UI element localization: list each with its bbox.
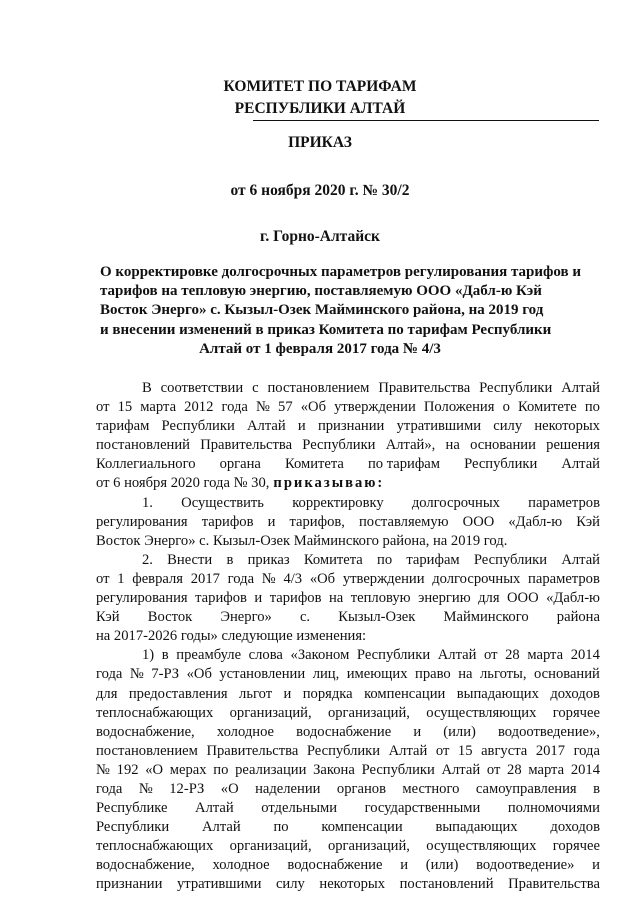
body-word: Алтай», (385, 437, 436, 454)
body-word: 2017 (190, 570, 220, 587)
body-word: тарифов (201, 513, 254, 530)
body-word: 192 (116, 761, 139, 778)
org-name-line-2: РЕСПУБЛИКИ АЛТАЙ (234, 100, 406, 117)
body-word: Кэй (576, 513, 600, 530)
body-word: марта (527, 647, 564, 664)
body-word: Алтай (195, 800, 234, 817)
body-word: 1 (117, 570, 125, 587)
body-word: 2014 (570, 761, 600, 778)
body-word: и (297, 418, 306, 435)
body-word: признании (96, 876, 163, 893)
body-word: Правительства (200, 437, 293, 454)
document-title (100, 263, 582, 359)
body-word: «Об (309, 570, 336, 587)
body-word: «О (220, 780, 239, 797)
title-line: Восток Энерго» с. Кызыл-Озек Майминского района, на 2019 год (100, 302, 544, 319)
body-word: порядка (302, 685, 353, 702)
body-word: 57 (278, 399, 293, 416)
body-word: года (96, 780, 123, 797)
body-line (96, 837, 600, 856)
body-word: и (267, 513, 276, 530)
body-word: ООО (462, 513, 495, 530)
title-line: и внесении изменений в приказ Комитета по тарифам Республики (100, 321, 552, 338)
body-word: № (129, 666, 144, 683)
body-line (96, 551, 600, 570)
body-word: от (484, 647, 498, 664)
title-line: Алтай от 1 февраля 2017 года № 4/3 (199, 340, 441, 357)
body-word: доходов (550, 685, 600, 702)
body-word: с (252, 380, 259, 396)
body-word: тарифов, (289, 513, 345, 530)
body-word: Правительства (206, 742, 299, 759)
body-word: Республики (96, 819, 170, 836)
body-word: Алтай (561, 380, 600, 396)
body-word: Энерго» (220, 609, 272, 626)
body-word: льготы, (480, 666, 527, 683)
body-word: оснований (534, 666, 600, 683)
body-word: горячее (552, 704, 600, 721)
body-word: выпадающих (435, 819, 518, 836)
body-word: Алтай (202, 819, 241, 836)
body-word: Восток Энерго» с. Кызыл-Озек Майминского района, на 2019 год. (96, 532, 508, 549)
body-word: организаций, (327, 838, 410, 855)
body-word: (или) (443, 723, 476, 740)
body-line (96, 513, 600, 532)
body-word: Положения (423, 399, 495, 416)
body-word: и (400, 857, 409, 874)
body-line (96, 799, 600, 818)
body-line (96, 627, 600, 646)
body-word: органа (219, 456, 261, 473)
body-word: выпадающих (456, 685, 539, 702)
body-word: Республики (356, 647, 431, 664)
body-word: «Дабл-ю (546, 590, 600, 607)
body-word: года (573, 742, 600, 759)
body-word: от (96, 399, 110, 416)
body-line (96, 761, 600, 780)
org-name-line-1: КОМИТЕТ ПО ТАРИФАМ (223, 78, 417, 95)
body-word: регулирования (96, 590, 188, 607)
document-city: г. Горно-Алтайск (260, 228, 380, 245)
body-word: для (96, 685, 118, 702)
body-word: от (435, 742, 450, 759)
body-word: постановлений (399, 876, 494, 893)
body-line (96, 379, 600, 398)
body-line (96, 646, 600, 665)
body-word: о (502, 399, 510, 416)
title-line: О корректировке долгосрочных параметров регулирования тарифов и (100, 264, 582, 280)
body-word: Кызыл-Озек (338, 609, 416, 626)
body-word: долгосрочных (432, 570, 521, 587)
body-word: года (96, 666, 123, 683)
body-line (96, 856, 600, 875)
body-word: Алтай (247, 418, 286, 435)
body-word: утверждении (342, 570, 425, 587)
body-word: постановлением (96, 742, 198, 759)
body-word: преамбуле (176, 647, 242, 664)
body-word: наделении (255, 780, 321, 797)
body-word: утратившими (176, 876, 262, 893)
body-line (96, 608, 600, 627)
body-word: 1) (142, 647, 155, 664)
body-word: Алтай (561, 456, 600, 473)
body-line (96, 474, 600, 493)
body-word: Комитета (303, 551, 363, 568)
body-word: Правительства (508, 876, 600, 893)
body-word: Коллегиального (96, 456, 196, 473)
body-word: регулирования (96, 513, 188, 530)
body-word: государственными (364, 800, 481, 817)
body-word: льгот (239, 685, 273, 702)
body-word: 4/3 (283, 570, 303, 587)
body-word: ООО (507, 590, 539, 607)
body-word: февраля (132, 570, 183, 587)
body-word: параметров (528, 494, 600, 511)
body-word: на (445, 437, 460, 454)
header-rule (253, 120, 599, 121)
body-word: № (138, 780, 153, 797)
body-word: 1. (142, 494, 153, 511)
body-word: слова (248, 647, 283, 664)
body-word: долгосрочных (411, 494, 500, 511)
body-line (96, 494, 600, 513)
body-word: года (221, 399, 248, 416)
body-line (96, 436, 600, 455)
document-body (96, 379, 600, 895)
body-line (96, 417, 600, 436)
body-word: марта (528, 761, 565, 778)
body-word: и (592, 857, 600, 874)
body-word: Комитета (284, 456, 344, 473)
body-word: Комитете (517, 399, 577, 416)
body-word: 2014 (570, 647, 600, 664)
body-line (96, 704, 600, 723)
body-word: тарифов (195, 590, 247, 607)
body-word: № (261, 570, 276, 587)
body-word: утратившими (396, 418, 482, 435)
body-word: тарифам (406, 551, 460, 568)
body-word: водоснабжение (287, 857, 383, 874)
body-word: в (226, 551, 234, 568)
body-word: водоотведение», (498, 723, 600, 740)
body-word: теплоснабжающих (96, 704, 214, 721)
body-word: установлении (219, 666, 306, 683)
body-word: района (556, 609, 600, 626)
body-line (96, 532, 600, 551)
body-word: № (255, 399, 270, 416)
body-word: некоторых (534, 418, 600, 435)
body-word: местного (402, 780, 460, 797)
body-word: Республики (306, 742, 381, 759)
body-word: Алтай (441, 761, 481, 778)
body-word: соответствии (160, 380, 244, 396)
body-word: 2017 (535, 742, 565, 759)
body-word: основании (470, 437, 536, 454)
body-word: Республики (479, 380, 553, 396)
body-word: корректировку (292, 494, 384, 511)
body-word: водоснабжение, (96, 857, 195, 874)
body-word: от (96, 570, 110, 587)
body-word: Закона (313, 761, 355, 778)
body-word: Майминского (443, 609, 529, 626)
body-word: компенсации (321, 819, 403, 836)
body-word: отдельными (261, 800, 338, 817)
body-line (96, 589, 600, 608)
body-word: силу (275, 876, 305, 893)
body-word: предоставления (128, 685, 228, 702)
body-word: В (142, 380, 152, 396)
body-word: 2012 (184, 399, 214, 416)
body-word: Алтай (388, 742, 428, 759)
body-word: компенсации (364, 685, 446, 702)
body-word: Республики (464, 456, 538, 473)
body-line (96, 742, 600, 761)
body-word: осуществляющих (426, 838, 537, 855)
body-word: органов (336, 780, 386, 797)
body-line (96, 875, 600, 894)
body-word: № (96, 761, 110, 778)
body-word: августа (481, 742, 528, 759)
title-line: тарифов на тепловую энергию, поставляемую ООО «Дабл-ю Кэй (100, 283, 542, 300)
body-word: по (584, 399, 600, 416)
body-word: водоснабжение, (96, 723, 195, 740)
body-word: 2. (142, 551, 153, 568)
body-word: от 6 ноября 2020 года № 30, (96, 475, 270, 492)
body-word: водоснабжение (296, 723, 392, 740)
body-word: «Законом (290, 647, 350, 664)
body-word: (или) (425, 857, 459, 874)
document-date-number: от 6 ноября 2020 г. № 30/2 (230, 182, 410, 199)
body-word: года (227, 570, 255, 587)
body-word: доходов (550, 819, 600, 836)
body-word: в (161, 647, 169, 664)
body-word: Алтай (561, 551, 600, 568)
body-word: Республике (96, 800, 168, 817)
body-line (96, 723, 600, 742)
body-word: 12-РЗ (169, 780, 205, 797)
body-word: Республики (473, 551, 548, 568)
body-word: мерах (169, 761, 207, 778)
body-word: и (413, 723, 422, 740)
body-line (96, 665, 600, 684)
body-word: в (593, 780, 600, 797)
body-word: марта (140, 399, 177, 416)
body-word: холодное (212, 857, 270, 874)
body-word: по (213, 761, 229, 778)
body-line (96, 398, 600, 417)
body-word: Республики (161, 418, 235, 435)
body-word: по (273, 819, 289, 836)
body-word: поставляемую (358, 513, 449, 530)
body-word: по (377, 551, 393, 568)
body-word: «О (145, 761, 164, 778)
body-word: 15 (117, 399, 133, 416)
body-word: параметров (528, 570, 600, 587)
body-word: Внести (167, 551, 213, 568)
body-word: полномочиями (507, 800, 600, 817)
body-word: Кэй (96, 609, 120, 626)
body-word: постановлением (267, 380, 370, 396)
body-word: тепловую (350, 590, 411, 607)
body-word: Алтай (437, 647, 477, 664)
body-word: организаций, (327, 704, 410, 721)
body-word: на 2017-2026 годы» следующие изменения: (96, 628, 367, 645)
body-word: решения (546, 437, 600, 454)
body-word: Правительства (378, 380, 471, 396)
body-word: имеющих (346, 666, 408, 683)
body-word: «Об (300, 399, 326, 416)
body-word: и (254, 590, 263, 607)
body-word: «Дабл-ю (508, 513, 563, 530)
body-word: осуществляющих (426, 704, 537, 721)
body-word: приказ (247, 551, 290, 568)
body-word: постановлений (96, 437, 190, 454)
body-word: энергию (418, 590, 471, 607)
body-word: организаций, (229, 704, 312, 721)
body-word: 28 (505, 647, 520, 664)
body-word: от (486, 761, 501, 778)
body-word: тарифам (96, 418, 150, 435)
body-word: Осуществить (181, 494, 264, 511)
body-line (96, 818, 600, 837)
body-word: некоторых (319, 876, 386, 893)
body-word: признании (317, 418, 385, 435)
body-line (96, 570, 600, 589)
body-word: 7-РЗ (151, 666, 180, 683)
body-word: Республики (302, 437, 376, 454)
body-word: водоотведение» (476, 857, 575, 874)
body-word: право (415, 666, 451, 683)
body-word: организаций, (229, 838, 312, 855)
body-word: самоуправления (475, 780, 577, 797)
body-word: 28 (507, 761, 522, 778)
body-word: 15 (457, 742, 473, 759)
body-word: Восток (147, 609, 193, 626)
body-word: холодное (216, 723, 275, 740)
body-word: с. (299, 609, 311, 626)
body-word: на (458, 666, 473, 683)
body-word: для (478, 590, 500, 607)
body-word: реализации (235, 761, 307, 778)
body-line (96, 685, 600, 704)
body-word: силу (493, 418, 523, 435)
document-type: ПРИКАЗ (288, 134, 352, 151)
body-word: на (328, 590, 344, 607)
body-line (96, 780, 600, 799)
body-word: по тарифам (367, 456, 441, 473)
body-word: горячее (552, 838, 600, 855)
body-word: Республики (361, 761, 435, 778)
body-word: и (283, 685, 292, 702)
body-word: утверждении (334, 399, 416, 416)
order-keyword: приказываю: (273, 475, 385, 492)
body-word: тарифов (269, 590, 322, 607)
body-word: «Об (186, 666, 212, 683)
body-word: лиц, (312, 666, 340, 683)
body-line (96, 455, 600, 474)
body-word: теплоснабжающих (96, 838, 214, 855)
